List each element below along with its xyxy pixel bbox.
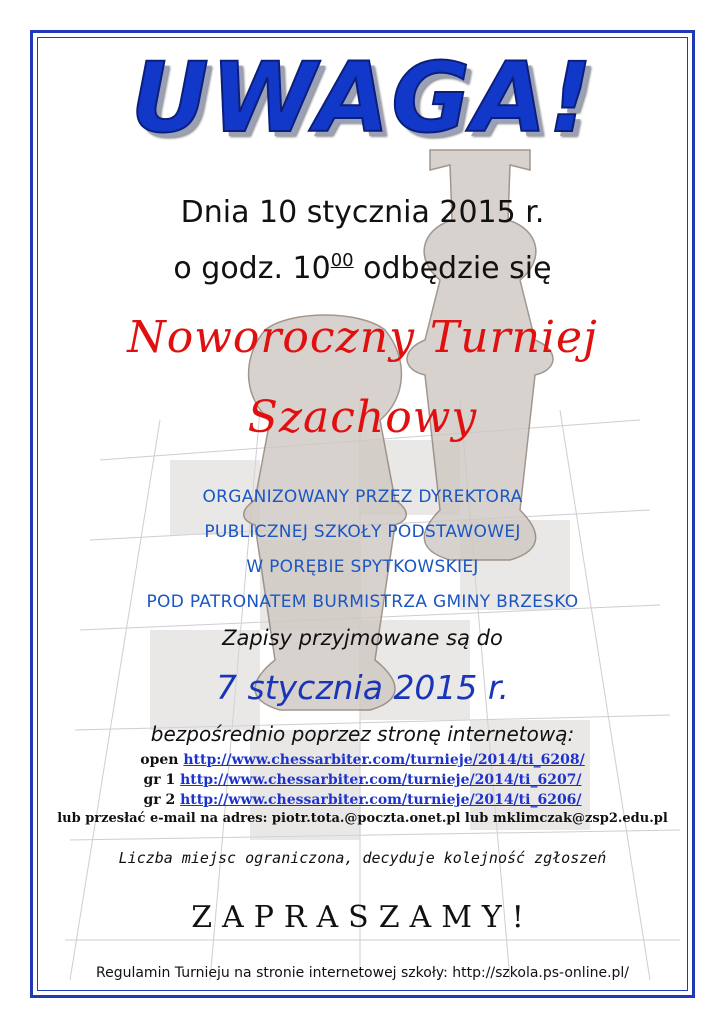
poster-title: UWAGA! — [130, 42, 595, 154]
event-date: Dnia 10 stycznia 2015 r. — [180, 195, 545, 230]
time-minutes: 00 — [330, 250, 354, 271]
link-group-label: open — [140, 752, 184, 768]
rules-note: Regulamin Turnieju na stronie internetowej szkoły: http://szkola.ps-online.pl/ — [95, 965, 630, 981]
link-group-label: gr 1 — [143, 772, 181, 788]
event-name-line-1: Noworoczny Turniej — [127, 312, 598, 363]
registration-deadline: 7 stycznia 2015 r. — [216, 668, 509, 707]
organizer-line: PUBLICZNEJ SZKOŁY PODSTAWOWEJ — [204, 522, 521, 542]
organizer-line: ORGANIZOWANY PRZEZ DYREKTORA — [202, 487, 523, 507]
registration-link-group-2[interactable]: http://www.chessarbiter.com/turnieje/2014/ti_6206/ — [180, 792, 582, 808]
organizer-line: W PORĘBIE SPYTKOWSKIEJ — [246, 557, 479, 577]
limited-places-note: Liczba miejsc ograniczona, decyduje kolejność zgłoszeń — [118, 849, 607, 867]
event-time — [0, 250, 725, 286]
time-prefix: o godz. 10 — [173, 251, 331, 286]
registration-link-row — [0, 772, 725, 788]
registration-link-row — [0, 752, 725, 768]
registration-note: Zapisy przyjmowane są do — [222, 626, 503, 650]
email-contact: lub przesłać e-mail na adres: piotr.tota.@poczta.onet.pl lub mklimczak@zsp2.edu.pl — [57, 811, 668, 826]
registration-link-group-1[interactable]: http://www.chessarbiter.com/turnieje/2014/ti_6207/ — [180, 772, 582, 788]
registration-method: bezpośrednio poprzez stronę internetową: — [150, 722, 575, 746]
time-suffix: odbędzie się — [353, 251, 552, 286]
link-group-label: gr 2 — [143, 792, 181, 808]
event-name-line-2: Szachowy — [247, 392, 478, 443]
poster-border-inner — [37, 37, 688, 991]
registration-link-open[interactable]: http://www.chessarbiter.com/turnieje/2014/ti_6208/ — [183, 752, 585, 768]
invitation: ZAPRASZAMY! — [191, 900, 534, 935]
organizer-line: POD PATRONATEM BURMISTRZA GMINY BRZESKO — [146, 592, 579, 612]
registration-link-row — [0, 792, 725, 808]
